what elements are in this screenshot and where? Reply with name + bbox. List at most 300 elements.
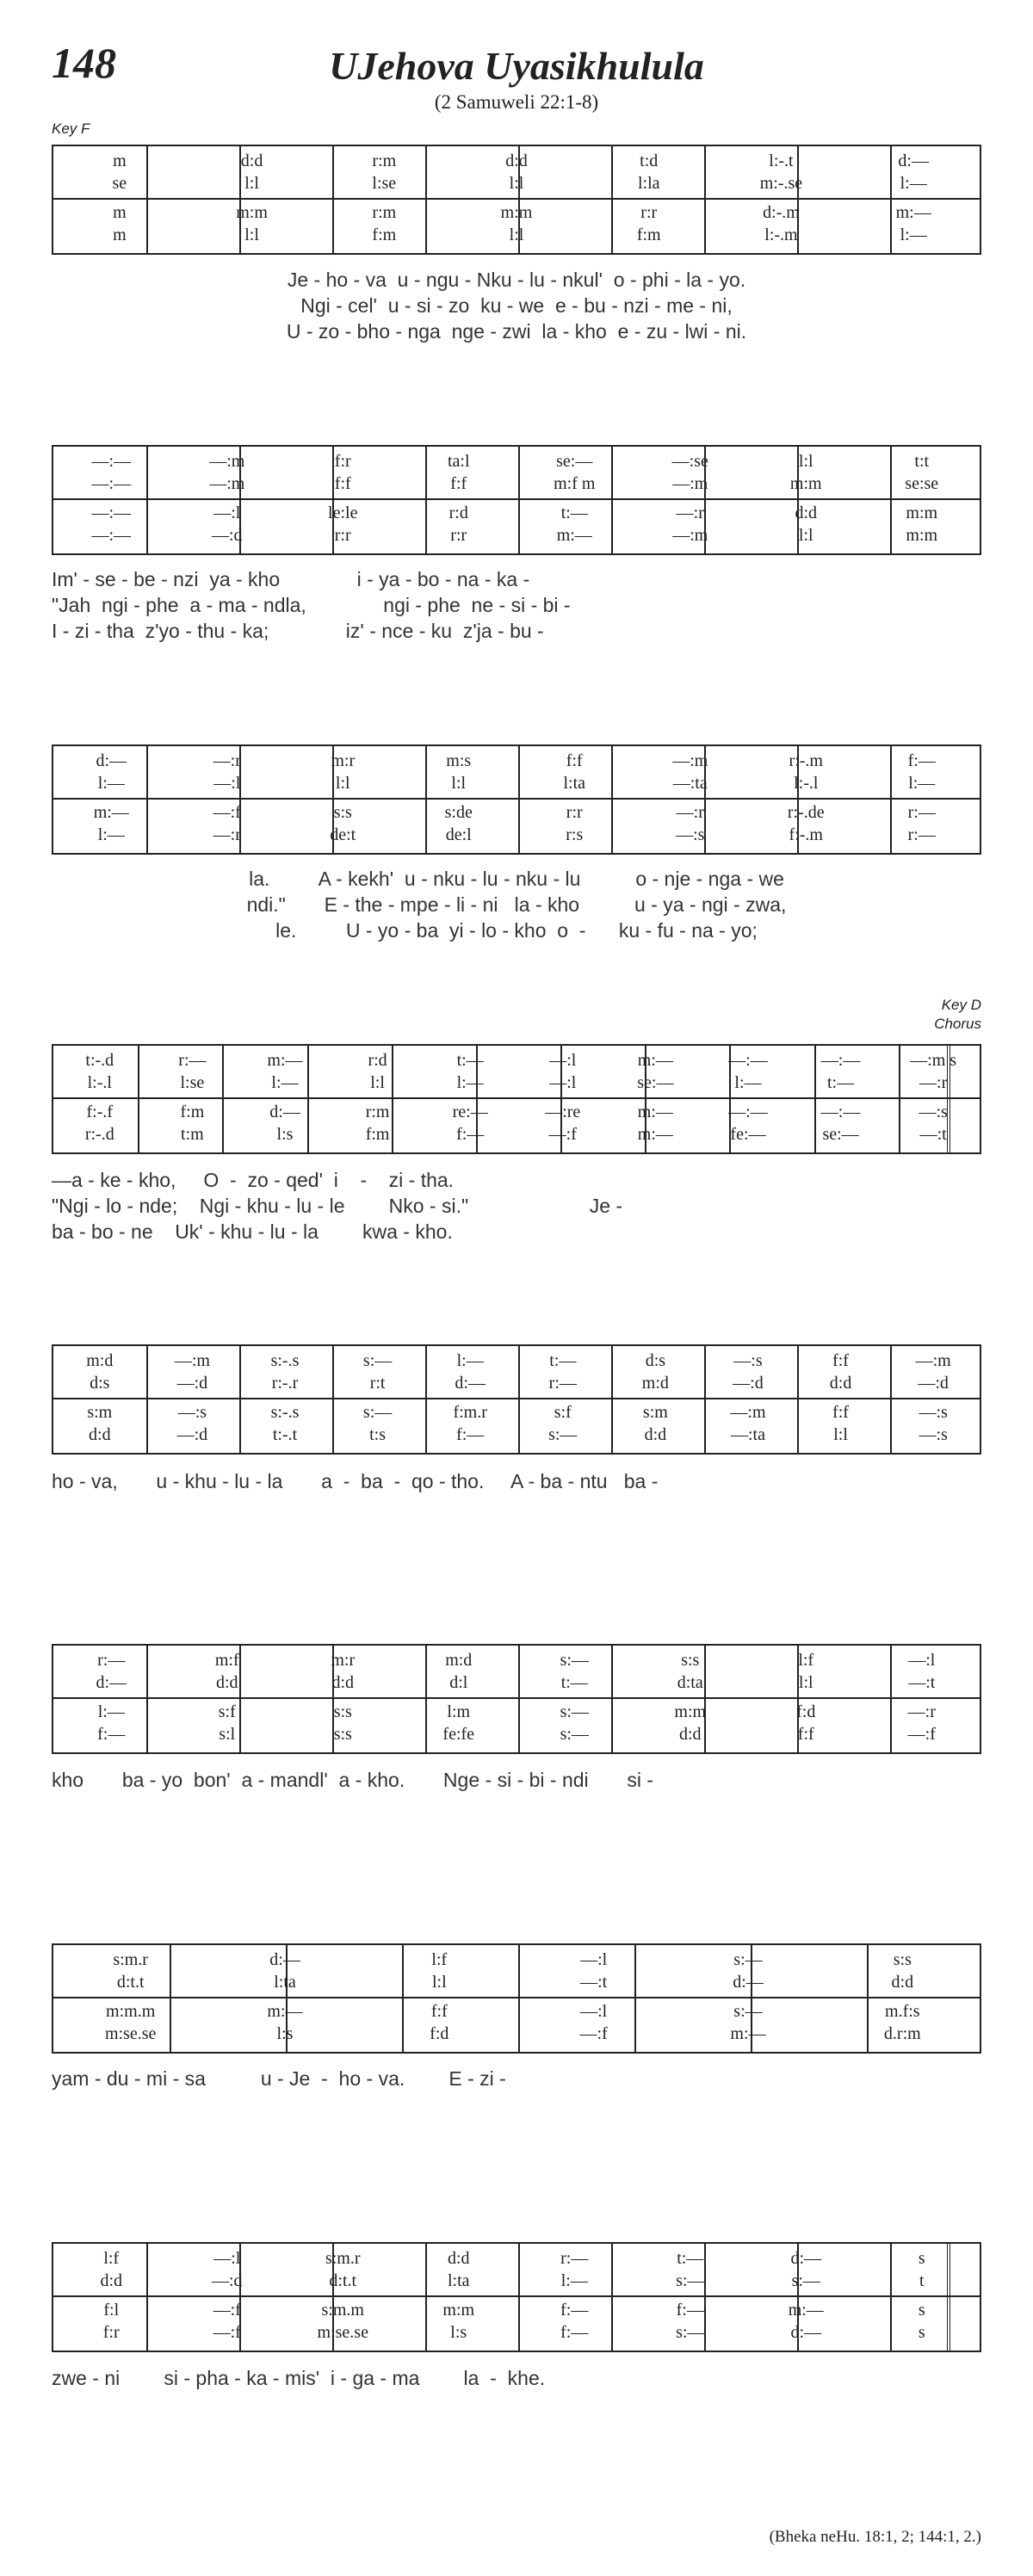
note-cell: s:l <box>219 1725 236 1744</box>
note-cell: t <box>919 2271 925 2290</box>
notation-row <box>53 751 980 774</box>
note-cell: s <box>918 2249 925 2268</box>
double-bar-line <box>947 1046 950 1152</box>
note-cell: s:s <box>893 1950 912 1969</box>
bar-line <box>307 1046 309 1152</box>
note-cell: l:— <box>900 225 927 244</box>
upper-staff <box>53 1351 980 1399</box>
lower-staff <box>53 203 980 250</box>
note-cell: l:— <box>456 1351 484 1370</box>
bar-line <box>332 746 334 853</box>
music-system <box>52 1044 981 1154</box>
note-cell: f:d <box>430 2024 449 2043</box>
note-cell: l:l <box>244 174 259 193</box>
note-cell: —:re <box>545 1103 581 1121</box>
note-cell: l:s <box>276 2024 294 2043</box>
music-system <box>52 1644 981 1754</box>
upper-staff <box>53 1651 980 1699</box>
lyrics-block <box>52 269 981 346</box>
note-cell: l:l <box>509 174 524 193</box>
bar-line <box>239 447 241 553</box>
lyric-line: yam - du - mi - sa u - Je - ho - va. E - zi - <box>52 2067 506 2090</box>
note-cell: r:-.d <box>84 1125 114 1144</box>
note-cell: l:s <box>450 2323 467 2342</box>
note-cell: d:— <box>790 2323 822 2342</box>
note-cell: t:— <box>677 2249 704 2268</box>
note-cell: l:l <box>370 1073 385 1092</box>
note-cell: d:— <box>96 1673 127 1692</box>
note-cell: s:m.m <box>321 2301 364 2320</box>
note-cell: —:l <box>908 1651 936 1670</box>
note-cell: d:— <box>455 1374 486 1393</box>
note-cell: l:l <box>335 774 350 793</box>
bar-line <box>239 146 241 253</box>
note-cell: r:s <box>566 825 584 844</box>
bar-line <box>425 146 427 253</box>
lyric-line: Im' - se - be - nzi ya - kho i - ya - bo - na - ka - <box>52 568 530 590</box>
note-cell: m:— <box>730 2024 766 2043</box>
note-cell: de:t <box>330 825 356 844</box>
note-cell: d:d <box>240 151 263 170</box>
note-cell: —:— <box>820 1051 861 1070</box>
note-cell: m:-.se <box>759 174 803 193</box>
upper-staff <box>53 751 980 800</box>
music-system <box>52 145 981 255</box>
bar-line <box>814 1046 816 1152</box>
note-cell: m:— <box>267 1051 303 1070</box>
bar-line <box>239 2244 241 2351</box>
note-cell: d:d <box>795 503 818 522</box>
upper-staff <box>53 151 980 200</box>
note-cell: s:s <box>333 1725 352 1744</box>
note-cell: r:-.r <box>271 1374 299 1393</box>
note-cell: —:f <box>548 1125 577 1144</box>
note-cell: m:f <box>214 1651 239 1670</box>
note-cell: m:— <box>556 526 592 545</box>
note-cell: s:s <box>333 1702 352 1721</box>
bar-line <box>425 2244 427 2351</box>
note-cell: d:t.t <box>329 2271 357 2290</box>
note-cell: s:— <box>548 1425 578 1444</box>
hymn-number: 148 <box>52 39 116 87</box>
bar-line <box>611 2244 613 2351</box>
note-cell: —:m <box>672 474 708 493</box>
notation-row <box>53 2271 980 2294</box>
note-cell: m:— <box>895 203 931 222</box>
note-cell: s:— <box>362 1403 393 1422</box>
note-cell: f:m <box>180 1103 205 1121</box>
note-cell: —:r <box>213 825 241 844</box>
note-cell: —:t <box>580 1973 608 1992</box>
lyric-line: "Jah ngi - phe a - ma - ndla, ngi - phe ne - si - bi - <box>52 594 571 616</box>
note-cell: l:— <box>271 1073 299 1092</box>
note-cell: d:d <box>215 1673 238 1692</box>
bar-line <box>146 447 148 553</box>
lyric-line: zwe - ni si - pha - ka - mis' i - ga - ma la - khe. <box>52 2367 546 2389</box>
bar-line <box>797 1646 799 1752</box>
note-cell: —:t <box>919 1125 947 1144</box>
note-cell: l:l <box>833 1425 848 1444</box>
note-cell: f:r <box>334 452 351 471</box>
notation-row <box>53 2249 980 2271</box>
note-cell: —:r <box>676 803 704 822</box>
note-cell: d:— <box>790 2249 822 2268</box>
music-system <box>52 1344 981 1455</box>
note-cell: —:f <box>213 803 241 822</box>
note-cell: —:ta <box>672 774 708 793</box>
bar-line <box>286 1945 288 2052</box>
note-cell: m:m.m <box>106 2002 156 2021</box>
note-cell: —:l <box>580 1950 608 1969</box>
note-cell: l:la <box>637 174 660 193</box>
note-cell: —:l <box>213 503 241 522</box>
note-cell: l:l <box>431 1973 447 1992</box>
note-cell: f:— <box>676 2301 704 2320</box>
notation-row <box>53 203 980 225</box>
notation-row <box>53 2323 980 2345</box>
note-cell: s:— <box>676 2271 705 2290</box>
notation-row <box>53 225 980 248</box>
note-cell: —:m s <box>910 1051 957 1070</box>
bar-line <box>332 146 334 253</box>
notation-row <box>53 1725 980 1747</box>
bar-line <box>890 447 892 553</box>
note-cell: d:— <box>96 751 127 770</box>
note-cell: m:m <box>906 503 938 522</box>
note-cell: d:d <box>678 1725 702 1744</box>
bar-line <box>138 1046 139 1152</box>
note-cell: —:t <box>908 1673 936 1692</box>
note-cell: se:— <box>822 1125 859 1144</box>
note-cell: —:f <box>907 1725 936 1744</box>
notation-row <box>53 2024 980 2047</box>
bar-line <box>890 2244 892 2351</box>
note-cell: f:— <box>560 2323 589 2342</box>
note-cell: —:s <box>676 825 705 844</box>
note-cell: f:f <box>832 1403 849 1422</box>
note-cell: m:— <box>267 2002 303 2021</box>
note-cell: f:f <box>450 474 467 493</box>
note-cell: m <box>113 151 127 170</box>
note-cell: r:— <box>907 803 936 822</box>
bar-line <box>704 746 706 853</box>
bar-line <box>518 447 520 553</box>
note-cell: —:— <box>820 1103 861 1121</box>
note-cell: —:l <box>549 1073 577 1092</box>
bar-line <box>704 2244 706 2351</box>
note-cell: —:m <box>915 1351 951 1370</box>
note-cell: —:— <box>728 1051 768 1070</box>
bar-line <box>729 1046 731 1152</box>
note-cell: l:-.l <box>794 774 819 793</box>
note-cell: s:m.r <box>325 2249 361 2268</box>
note-cell: m:m <box>500 203 533 222</box>
note-cell: t:m <box>181 1125 204 1144</box>
note-cell: m:se.se <box>104 2024 157 2043</box>
notation-row <box>53 1103 980 1125</box>
note-cell: —:f <box>579 2024 608 2043</box>
note-cell: s:-.s <box>270 1351 300 1370</box>
note-cell: l:-.l <box>87 1073 112 1092</box>
note-cell: f:f <box>797 1725 814 1744</box>
note-cell: —:s <box>919 1425 948 1444</box>
notation-row <box>53 1374 980 1396</box>
note-cell: l:— <box>560 2271 588 2290</box>
note-cell: d:d <box>891 1973 914 1992</box>
note-cell: f:-.f <box>86 1103 114 1121</box>
double-bar-line <box>947 2244 950 2351</box>
notation-row <box>53 1351 980 1374</box>
note-cell: m:— <box>788 2301 824 2320</box>
note-cell: s:de <box>444 803 473 822</box>
note-cell: t:— <box>560 503 588 522</box>
music-system <box>52 744 981 855</box>
lyrics-block <box>52 568 981 646</box>
bar-line <box>890 146 892 253</box>
note-cell: l:— <box>908 774 936 793</box>
bar-line <box>890 1346 892 1453</box>
notation-row <box>53 1673 980 1696</box>
lower-staff <box>53 503 980 550</box>
bar-line <box>890 746 892 853</box>
note-cell: —:m <box>174 1351 210 1370</box>
bar-line <box>146 746 148 853</box>
note-cell: m:m <box>906 526 938 545</box>
note-cell: f:r <box>102 2323 120 2342</box>
notation-row <box>53 474 980 497</box>
chorus-label: Chorus <box>934 1016 981 1032</box>
note-cell: d:— <box>733 1973 764 1992</box>
bar-line <box>332 2244 334 2351</box>
bar-line <box>332 1346 334 1453</box>
music-system <box>52 1943 981 2054</box>
lyric-line: ba - bo - ne Uk' - khu - lu - la kwa - kho. <box>52 1220 453 1243</box>
note-cell: —:d <box>176 1374 208 1393</box>
key-f-label: Key F <box>52 120 90 137</box>
note-cell: l:l <box>451 774 467 793</box>
note-cell: l:-.m <box>764 225 798 244</box>
bar-line <box>425 1646 427 1752</box>
notation-row <box>53 825 980 848</box>
notation-row <box>53 526 980 548</box>
note-cell: l:— <box>900 174 927 193</box>
note-cell: m:d <box>641 1374 669 1393</box>
note-cell: —:— <box>91 503 132 522</box>
note-cell: f:l <box>103 2301 120 2320</box>
note-cell: —:l <box>549 1051 577 1070</box>
bar-line <box>518 1646 520 1752</box>
notation-row <box>53 174 980 196</box>
lyric-line: ho - va, u - khu - lu - la a - ba - qo - tho. A - ba - ntu ba - <box>52 1470 659 1492</box>
note-cell: f:-.m <box>789 825 823 844</box>
note-cell: s <box>918 2323 925 2342</box>
lyrics-block <box>52 1769 981 1795</box>
note-cell: l:ta <box>274 1973 296 1992</box>
lower-staff <box>53 1403 980 1449</box>
note-cell: —:r <box>676 503 704 522</box>
note-cell: r:m <box>372 203 397 222</box>
note-cell: —:— <box>91 474 132 493</box>
note-cell: r:-.de <box>787 803 825 822</box>
lyric-line: I - zi - tha z'yo - thu - ka; iz' - nce - ku z'ja - bu - <box>52 620 544 642</box>
notation-row <box>53 452 980 474</box>
note-cell: r:— <box>560 2249 589 2268</box>
note-cell: f:m <box>372 225 397 244</box>
lyric-line: Je - ho - va u - ngu - Nku - lu - nkul' o - phi - la - yo. <box>287 269 746 291</box>
note-cell: —:f <box>213 2323 241 2342</box>
lyric-line: kho ba - yo bon' a - mandl' a - kho. Nge - si - bi - ndi si - <box>52 1769 654 1791</box>
upper-staff <box>53 2249 980 2297</box>
note-cell: m:— <box>637 1125 673 1144</box>
note-cell: le:le <box>328 503 358 522</box>
note-cell: f:f <box>566 751 583 770</box>
note-cell: r:t <box>369 1374 386 1393</box>
note-cell: l:se <box>372 174 397 193</box>
note-cell: s:s <box>681 1651 700 1670</box>
note-cell: —:s <box>733 1351 763 1370</box>
note-cell: d:ta <box>677 1673 703 1692</box>
bar-line <box>797 746 799 853</box>
bar-line <box>476 1046 478 1152</box>
note-cell: f:f <box>430 2002 448 2021</box>
music-system <box>52 445 981 555</box>
note-cell: s:— <box>560 1651 589 1670</box>
note-cell: d:d <box>505 151 528 170</box>
note-cell: s:f <box>554 1403 572 1422</box>
note-cell: l:s <box>276 1125 294 1144</box>
note-cell: r:m <box>372 151 397 170</box>
note-cell: t:— <box>826 1073 855 1092</box>
bar-line <box>611 146 613 253</box>
notation-row <box>53 151 980 174</box>
notation-row <box>53 1702 980 1725</box>
note-cell: f:— <box>456 1425 485 1444</box>
hymn-title: UJehova Uyasikhulula <box>329 44 704 88</box>
note-cell: l:l <box>244 225 259 244</box>
note-cell: f:m.r <box>453 1403 487 1422</box>
bar-line <box>611 746 613 853</box>
bar-line <box>518 746 520 853</box>
note-cell: d:d <box>89 1425 111 1444</box>
notation-row <box>53 774 980 796</box>
note-cell: s:— <box>362 1351 393 1370</box>
bar-line <box>797 2244 799 2351</box>
footer-reference: (Bheka neHu. 18:1, 2; 144:1, 2.) <box>769 2528 981 2546</box>
bar-line <box>518 146 520 253</box>
note-cell: r:— <box>907 825 936 844</box>
note-cell: de:l <box>445 825 472 844</box>
note-cell: l:ta <box>563 774 586 793</box>
note-cell: d:-.m <box>763 203 800 222</box>
note-cell: l:— <box>97 825 125 844</box>
note-cell: m.f:s <box>885 2002 920 2021</box>
lyrics-block <box>52 1470 981 1496</box>
note-cell: l:l <box>509 225 524 244</box>
note-cell: l:— <box>97 774 125 793</box>
bar-line <box>332 1646 334 1752</box>
bar-line <box>560 1046 562 1152</box>
bar-line <box>146 146 148 253</box>
note-cell: s:-.s <box>270 1403 300 1422</box>
note-cell: s:f <box>218 1702 236 1721</box>
notation-row <box>53 1403 980 1425</box>
notation-row <box>53 1425 980 1448</box>
bar-line <box>704 146 706 253</box>
note-cell: m:d <box>445 1651 473 1670</box>
note-cell: d:l <box>449 1673 468 1692</box>
note-cell: d:d <box>644 1425 667 1444</box>
note-cell: f:— <box>907 751 936 770</box>
notation-row <box>53 1950 980 1973</box>
note-cell: m:m <box>789 474 822 493</box>
note-cell: s:— <box>791 2271 820 2290</box>
note-cell: d:d <box>331 1673 355 1692</box>
bar-line <box>425 746 427 853</box>
hymn-reference: (2 Samuweli 22:1-8) <box>434 91 599 113</box>
bar-line <box>332 447 334 553</box>
note-cell: t:t <box>914 452 930 471</box>
lyric-line: ndi." E - the - mpe - li - ni la - kho u - ya - ngi - zwa, <box>246 893 787 916</box>
note-cell: f:— <box>456 1125 485 1144</box>
note-cell: s <box>918 2301 925 2320</box>
bar-line <box>146 1346 148 1453</box>
lyric-line: U - zo - bho - nga nge - zwi la - kho e - zu - lwi - ni. <box>286 320 747 343</box>
notation-row <box>53 1651 980 1673</box>
note-cell: d:s <box>90 1374 110 1393</box>
note-cell: r:-.m <box>789 751 823 770</box>
note-cell: l:se <box>180 1073 205 1092</box>
bar-line <box>645 1046 646 1152</box>
note-cell: m <box>113 225 127 244</box>
note-cell: t:— <box>456 1051 484 1070</box>
note-cell: t:— <box>549 1351 577 1370</box>
note-cell: —:r <box>213 751 241 770</box>
note-cell: t:d <box>640 151 659 170</box>
note-cell: m:s <box>446 751 472 770</box>
note-cell: fe:— <box>730 1125 766 1144</box>
note-cell: f:f <box>334 474 351 493</box>
note-cell: l:f <box>103 2249 120 2268</box>
note-cell: d:— <box>269 1103 300 1121</box>
note-cell: s:m <box>642 1403 668 1422</box>
note-cell: r:r <box>334 526 351 545</box>
note-cell: —:d <box>733 1374 764 1393</box>
lyric-line: le. U - yo - ba yi - lo - kho o - ku - fu - na - yo; <box>275 919 758 942</box>
note-cell: —:m <box>209 474 245 493</box>
bar-line <box>611 447 613 553</box>
lyric-line: la. A - kekh' u - nku - lu - nku - lu o - nje - nga - we <box>249 868 784 890</box>
note-cell: —:s <box>919 1103 948 1121</box>
lyrics-block <box>52 2367 981 2393</box>
upper-staff <box>53 452 980 500</box>
note-cell: s:— <box>676 2323 705 2342</box>
bar-line <box>611 1346 613 1453</box>
note-cell: s:m <box>87 1403 113 1422</box>
note-cell: l:— <box>97 1702 125 1721</box>
note-cell: d:d <box>829 1374 852 1393</box>
note-cell: s:— <box>560 1725 589 1744</box>
note-cell: t:-.t <box>272 1425 298 1444</box>
notation-row <box>53 803 980 825</box>
note-cell: m:r <box>331 751 356 770</box>
note-cell: t:— <box>560 1673 588 1692</box>
bar-line <box>222 1046 224 1152</box>
bar-line <box>704 1646 706 1752</box>
bar-line <box>239 1646 241 1752</box>
note-cell: —:d <box>918 1374 949 1393</box>
note-cell: l:l <box>798 452 813 471</box>
bar-line <box>704 1346 706 1453</box>
